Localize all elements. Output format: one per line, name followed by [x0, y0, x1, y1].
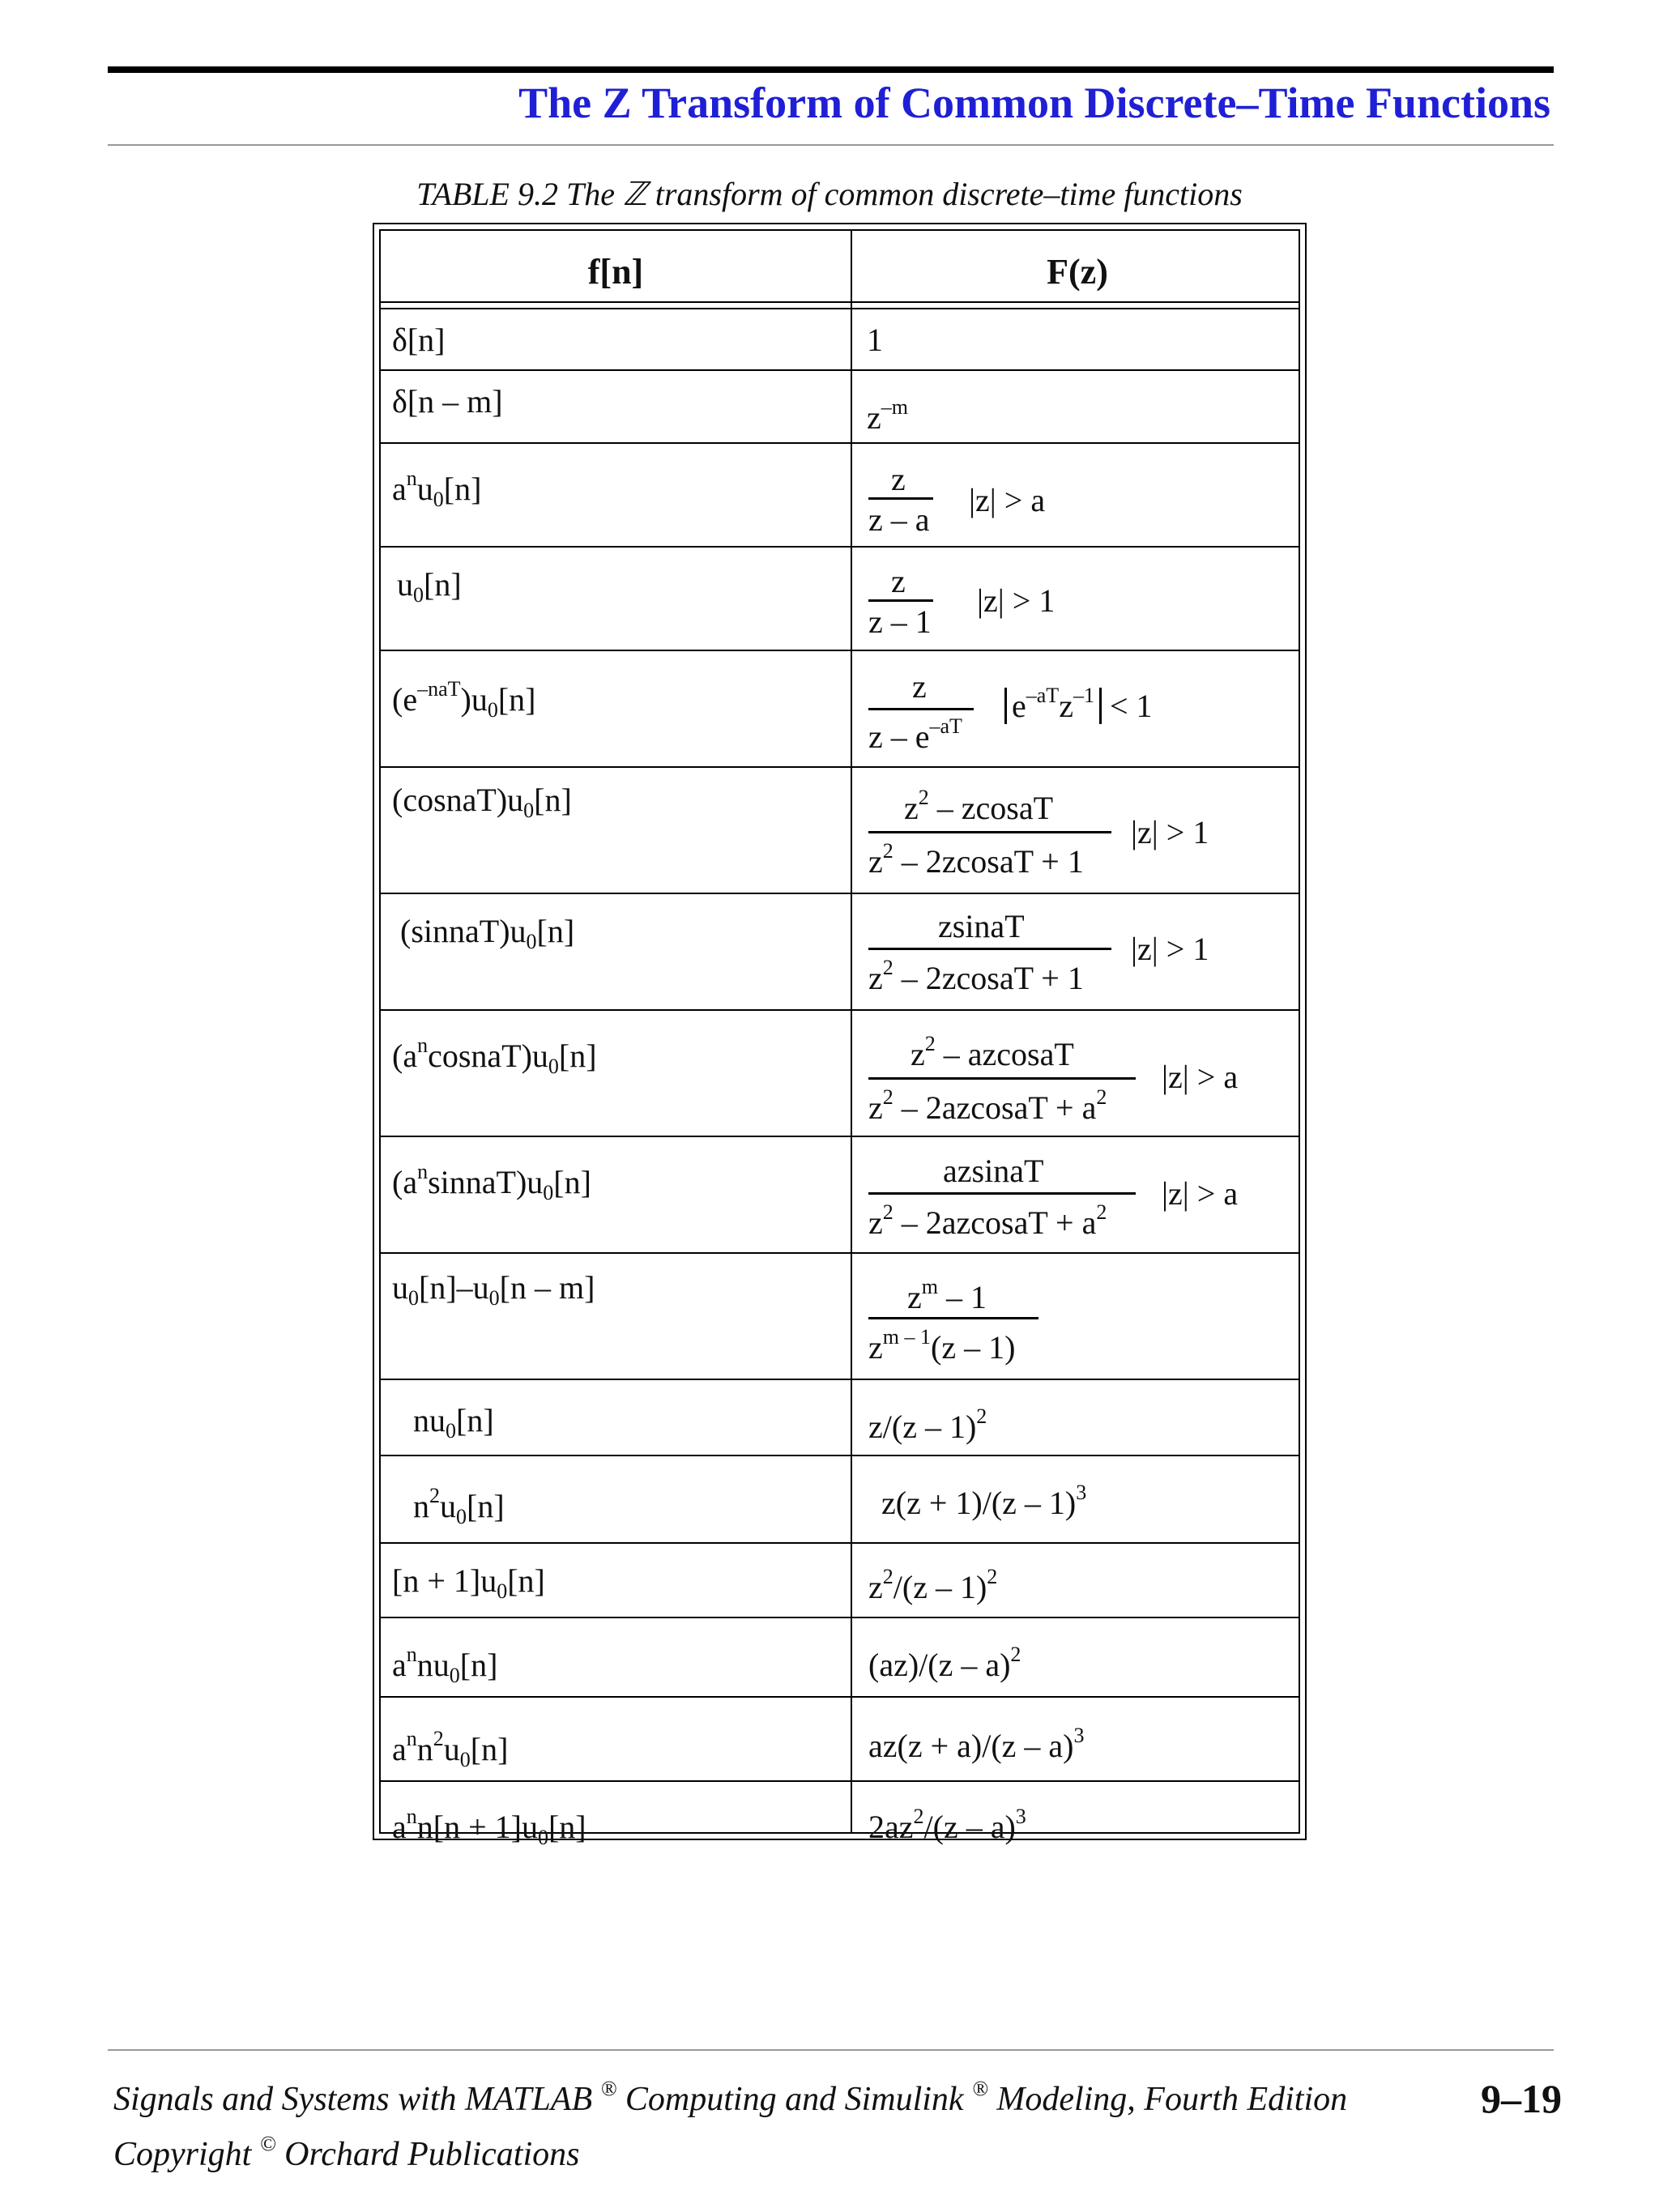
header-rule-1 [379, 301, 1300, 303]
row-divider [379, 1696, 1300, 1698]
table-cell-Fz: z(z + 1)/(z – 1)$^3$ [881, 1481, 1087, 1521]
footer-copyright: Copyright © Orchard Publications [113, 2132, 580, 2173]
fraction: $z^2$ – zcosaT $z^2$ – 2zcosaT + 1 [868, 792, 1111, 881]
table-cell-Fz: $z^{-m}$ [867, 395, 908, 436]
row-divider [379, 1542, 1300, 1544]
fraction: azsinaT $z^2$ – 2azcosaT + $a^2$ [868, 1155, 1136, 1244]
row-divider [379, 1455, 1300, 1456]
table-cell-Fz: (az)/(z – a)$^2$ [868, 1643, 1021, 1683]
row-divider [379, 1379, 1300, 1380]
table-cell-fn: δ[n] [392, 322, 446, 358]
header-rule-2 [379, 308, 1300, 309]
row-divider [379, 369, 1300, 371]
fraction: zsinaT $z^2$ – 2zcosaT + 1 [868, 910, 1111, 999]
row-divider [379, 766, 1300, 768]
table-cell-fn: $(cosnaT)u_0[n]$ [392, 782, 572, 822]
region-of-convergence: |z| > a [1162, 1175, 1239, 1212]
column-header-fn: f[n] [587, 252, 644, 292]
fraction: z z – $e^{-aT}$ [868, 671, 974, 752]
region-of-convergence: $e^{-aT}z^{-1} < 1$ [1004, 687, 1153, 725]
table-cell-fn: $a^nu_0[n]$ [392, 467, 482, 511]
region-of-convergence: |z| > a [969, 482, 1046, 518]
column-separator [851, 229, 852, 1834]
table-cell-fn: $u_0[n]-u_0[n - m]$ [392, 1269, 595, 1310]
row-divider [379, 893, 1300, 894]
table-cell-fn: $a^nn^2u_0[n]$ [392, 1727, 509, 1771]
region-of-convergence: |z| > 1 [1131, 931, 1209, 967]
table-cell-fn: $(e^{-naT})u_0[n]$ [392, 677, 536, 722]
footer-book-title: Signals and Systems with MATLAB ® Computing and Simulink ® Modeling, Fourth Edition [113, 2077, 1348, 2118]
table-cell-fn: $nu_0[n]$ [413, 1402, 494, 1443]
footer-rule [108, 2049, 1554, 2051]
table-cell-Fz: z/(z – 1)$^2$ [868, 1404, 987, 1445]
table-cell-fn: $[n + 1]u_0[n]$ [392, 1562, 545, 1603]
fraction: $z^m - 1$ $z^{m - 1}(z - 1)$ [868, 1281, 1038, 1370]
table-cell-fn: δ[n – m] [392, 383, 503, 420]
fraction: z z – a [868, 463, 933, 536]
row-divider [379, 1136, 1300, 1137]
row-divider [379, 1252, 1300, 1254]
page-number: 9–19 [1481, 2076, 1562, 2121]
row-divider [379, 1009, 1300, 1011]
column-header-Fz: F(z) [1047, 252, 1108, 292]
region-of-convergence: |z| > 1 [1131, 814, 1209, 850]
region-of-convergence: |z| > a [1162, 1059, 1239, 1095]
page-title: The Z Transform of Common Discrete–Time Functions [518, 79, 1550, 127]
fraction: z z – 1 [868, 565, 933, 638]
table-cell-fn: $(a^ncosnaT)u_0[n]$ [392, 1034, 597, 1078]
header-rule [108, 144, 1554, 146]
row-divider [379, 442, 1300, 444]
table-cell-fn: $u_0[n]$ [397, 566, 462, 607]
table-caption: TABLE 9.2 The ℤ transform of common discrete–time functions [416, 176, 1243, 212]
table-cell-Fz: az(z + a)/(z – a)$^3$ [868, 1724, 1085, 1764]
region-of-convergence: |z| > 1 [977, 582, 1056, 619]
table-cell-fn: $(sinnaT)u_0[n]$ [400, 913, 575, 953]
table-cell-Fz: 1 [867, 322, 883, 358]
table-cell-fn: $n^2u_0[n]$ [413, 1484, 505, 1528]
row-divider [379, 1617, 1300, 1618]
table-cell-fn: $(a^nsinnaT)u_0[n]$ [392, 1160, 591, 1204]
row-divider [379, 650, 1300, 651]
fraction: $z^2$ – azcosaT $z^2$ – 2azcosaT + $a^2$ [868, 1038, 1136, 1127]
row-divider [379, 546, 1300, 548]
table-cell-Fz: $2az^2/(z - a)^3$ [868, 1805, 1026, 1845]
top-rule [108, 66, 1554, 73]
table-cell-fn: $a^nn[n + 1]u_0[n]$ [392, 1805, 586, 1849]
table-cell-Fz: $z^2/(z - 1)^2$ [868, 1565, 998, 1605]
row-divider [379, 1780, 1300, 1782]
table-cell-fn: $a^nnu_0[n]$ [392, 1643, 498, 1687]
